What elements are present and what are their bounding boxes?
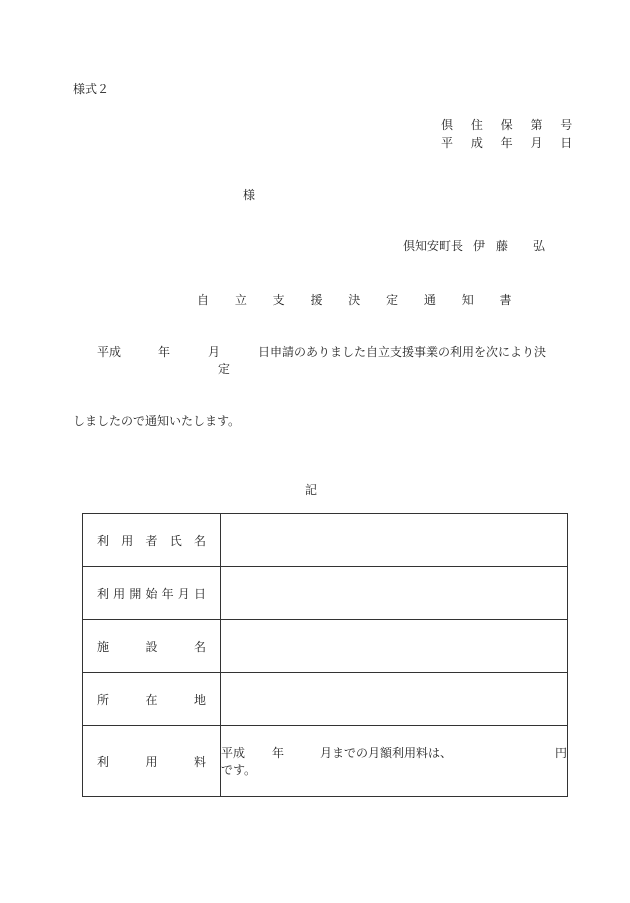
label-char: 月 — [177, 586, 190, 601]
addressee: 様 — [243, 188, 256, 202]
label-char: 料 — [193, 754, 206, 769]
label-char: 施 — [97, 639, 110, 654]
label-char: 利 — [97, 754, 110, 769]
document-number: 倶 住 保 第 号 — [441, 118, 580, 132]
label-char: 日 — [193, 586, 206, 601]
body-line-2: 定 — [218, 362, 231, 376]
label-chars — [97, 691, 206, 708]
label-chars — [97, 638, 206, 655]
label-char: 開 — [129, 586, 142, 601]
row-value-user-name — [221, 514, 568, 567]
label-char: 名 — [193, 533, 206, 548]
row-label-user-name — [83, 514, 221, 567]
info-table — [82, 513, 568, 797]
fee-yen: 円 — [554, 746, 567, 760]
label-char: 設 — [145, 639, 158, 654]
body-month-unit: 月 — [208, 345, 221, 359]
fee-era: 平成 — [221, 746, 246, 760]
fee-line-2: です。 — [221, 763, 257, 777]
row-value-start-date — [221, 567, 568, 620]
sender — [403, 237, 545, 254]
document-title: 自 立 支 援 決 定 通 知 書 — [197, 293, 523, 307]
body-year-unit: 年 — [158, 345, 171, 359]
body-era: 平成 — [97, 345, 122, 359]
sender-name-part1: 伊 — [473, 239, 486, 253]
fee-line-1 — [221, 744, 567, 761]
sender-name-part3: 弘 — [533, 239, 546, 253]
form-number: 様式２ — [73, 82, 110, 96]
label-char: 年 — [161, 586, 174, 601]
row-label-location — [83, 673, 221, 726]
label-chars — [97, 585, 206, 602]
body-text: 日申請のありました自立支援事業の利用を次により決 — [258, 345, 547, 359]
label-char: 利 — [97, 533, 110, 548]
row-value-facility — [221, 620, 568, 673]
row-value-location — [221, 673, 568, 726]
table-row — [83, 514, 568, 567]
label-char: 名 — [193, 639, 206, 654]
label-char: 者 — [145, 533, 158, 548]
body-line-1 — [97, 343, 546, 360]
table-row — [83, 620, 568, 673]
label-char: 用 — [145, 754, 158, 769]
label-chars — [97, 532, 206, 549]
row-label-fee — [83, 726, 221, 797]
record-heading: 記 — [305, 483, 318, 497]
fee-text: 月までの月額利用料は、 — [320, 746, 453, 760]
label-char: 用 — [121, 533, 134, 548]
sender-title: 倶知安町長 — [403, 239, 464, 253]
row-value-fee — [221, 726, 568, 797]
label-chars — [97, 753, 206, 770]
table-row — [83, 726, 568, 797]
table-row — [83, 673, 568, 726]
label-char: 在 — [145, 692, 158, 707]
label-char: 所 — [97, 692, 110, 707]
row-label-facility — [83, 620, 221, 673]
body-line-3: しましたので通知いたします。 — [73, 414, 241, 428]
label-char: 地 — [193, 692, 206, 707]
document-date: 平 成 年 月 日 — [441, 136, 580, 150]
sender-name-part2: 藤 — [496, 239, 509, 253]
label-char: 氏 — [169, 533, 182, 548]
label-char: 始 — [145, 586, 158, 601]
label-char: 利 — [97, 586, 110, 601]
fee-year-unit: 年 — [272, 746, 285, 760]
label-char: 用 — [113, 586, 126, 601]
table-row — [83, 567, 568, 620]
row-label-start-date — [83, 567, 221, 620]
